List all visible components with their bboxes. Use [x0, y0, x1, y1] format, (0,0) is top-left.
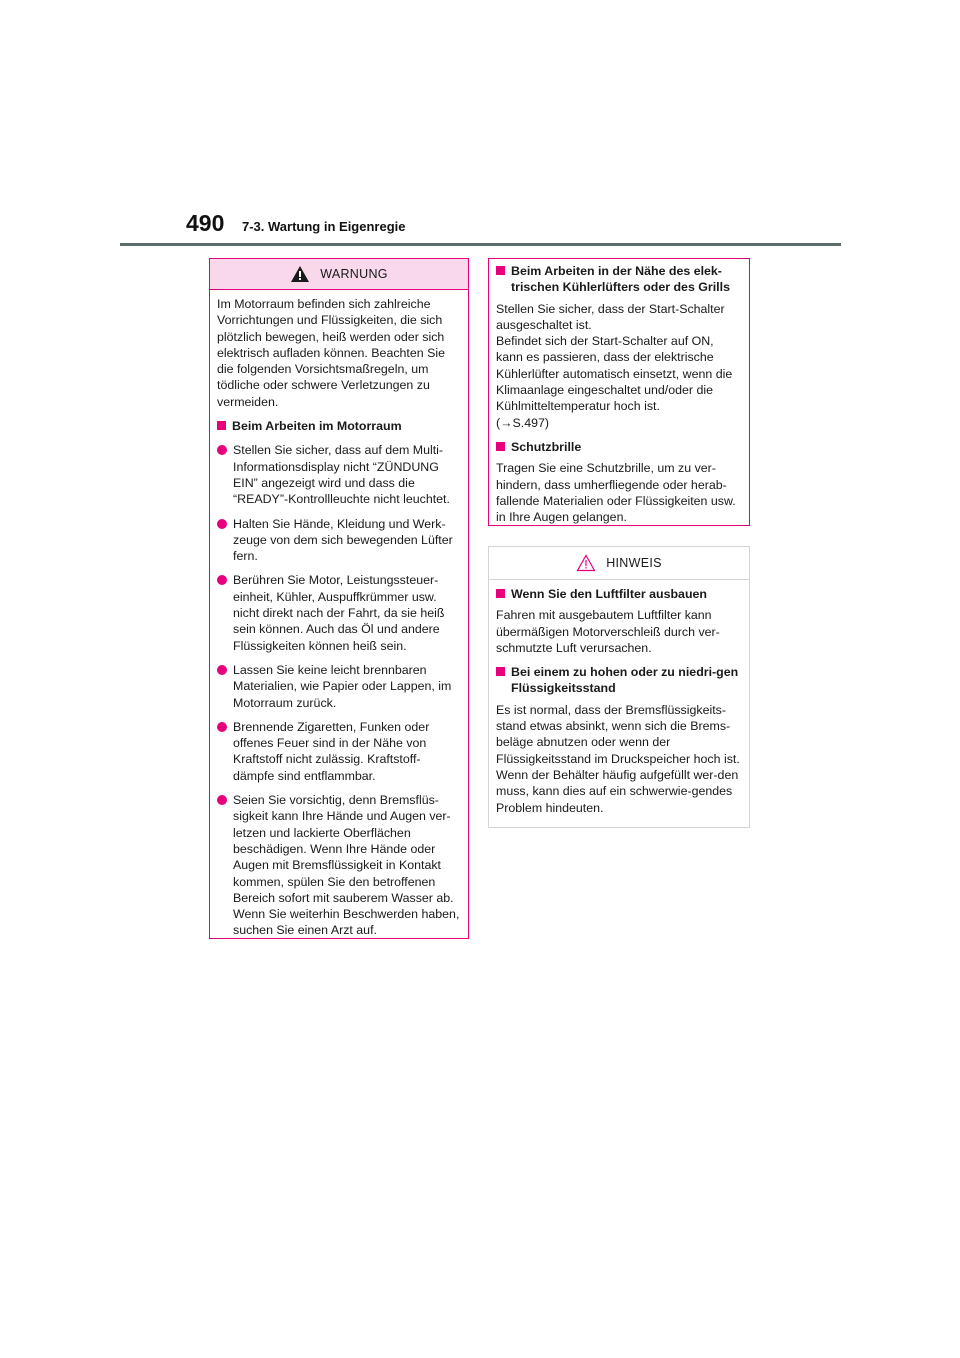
square-bullet-icon [496, 442, 505, 451]
bullet-dot-icon [217, 575, 227, 585]
list-item: Stellen Sie sicher, dass auf dem Multi-Informationsdisplay nicht “ZÜNDUNG EIN” angezeigt wird und dass die “READY”-Kontrollleuchte nicht leuchtet. [217, 442, 460, 507]
fluid-text-1: Es ist normal, dass der Bremsflüssigkeits-stand etwas absinkt, wenn sich die Brems-beläge abnutzen oder wenn der Flüssigkeitsstand im Druckspeicher hoch ist. [496, 702, 740, 766]
note-box [488, 546, 750, 828]
fan-text-2: Befindet sich der Start-Schalter auf ON, kann es passieren, dass der elektrische Kühlerlüfter automatisch einsetzt, wenn die Klimaanlage eingeschaltet und/oder die Kühlmitteltemperatur hoch ist. [496, 334, 733, 414]
bullet-dot-icon [217, 722, 227, 732]
glasses-text: Tragen Sie eine Schutzbrille, um zu ver-hindern, dass umherfliegende oder herab-fallende Materialien oder Flüssigkeiten usw. in Ihre Augen gelangen. [496, 461, 736, 525]
fluid-heading: Bei einem zu hohen oder zu niedri-gen Flüssigkeitsstand [496, 664, 741, 697]
warning-title: WARNUNG [320, 266, 388, 281]
warning-continued-box [488, 258, 750, 526]
square-bullet-icon [496, 266, 505, 275]
section-title: 7-3. Wartung in Eigenregie [242, 219, 406, 234]
list-item: Lassen Sie keine leicht brennbaren Materialien, wie Papier oder Lappen, im Motorraum zurück. [217, 662, 460, 711]
filter-heading: Wenn Sie den Luftfilter ausbauen [496, 586, 741, 602]
square-bullet-icon [217, 421, 226, 430]
warning-header [210, 259, 468, 290]
page-number: 490 [186, 210, 225, 236]
square-bullet-icon [496, 667, 505, 676]
bullet-dot-icon [217, 519, 227, 529]
fan-heading: Beim Arbeiten in der Nähe des elek-trischen Kühlerlüfters oder des Grills [496, 263, 741, 296]
square-bullet-icon [496, 589, 505, 598]
fan-text-1: Stellen Sie sicher, dass der Start-Schalter ausgeschaltet ist. [496, 301, 725, 332]
caution-outline-icon [576, 554, 596, 572]
list-item: Berühren Sie Motor, Leistungssteuer-einheit, Kühler, Auspuffkrümmer usw. nicht direkt nach der Fahrt, da sie heiß sein können. Auch das Öl und andere Flüssigkeiten können heiß sein. [217, 572, 460, 653]
bullet-dot-icon [217, 795, 227, 805]
warning-triangle-icon [290, 265, 310, 283]
filter-text: Fahren mit ausgebautem Luftfilter kann übermäßigen Motorverschleiß durch ver-schmutzte Luft verursachen. [496, 608, 720, 655]
list-item: Seien Sie vorsichtig, denn Bremsflüs-sigkeit kann Ihre Hände und Augen ver-letzen und lackierte Oberflächen beschädigen. Wenn Ihre Hände oder Augen mit Bremsflüssigkeit in Kontakt kommen, spülen Sie den betroffenen Bereich sofort mit sauberem Wasser ab. Wenn Sie weiterhin Beschwerden haben, suchen Sie einen Arzt auf. [217, 792, 460, 939]
fan-reference: (→S.497) [496, 415, 550, 430]
warning-box [209, 258, 469, 939]
bullet-dot-icon [217, 665, 227, 675]
header-divider [120, 243, 841, 246]
engine-heading: Beim Arbeiten im Motorraum [217, 418, 460, 434]
fluid-text-2: Wenn der Behälter häufig aufgefüllt wer-den muss, kann dies auf ein schwerwie-gendes Problem hindeuten. [496, 767, 739, 815]
list-item: Halten Sie Hände, Kleidung und Werk-zeuge von dem sich bewegenden Lüfter fern. [217, 516, 460, 565]
glasses-heading: Schutzbrille [496, 439, 741, 455]
note-title: HINWEIS [606, 555, 662, 570]
warning-intro: Im Motorraum befinden sich zahlreiche Vorrichtungen und Flüssigkeiten, die sich plötzlich bewegen, heiß werden oder sich elektrisch aufladen können. Beachten Sie die folgenden Vorsichtsmaßregeln, um tödliche oder schwere Verletzungen zu vermeiden. [217, 297, 446, 409]
bullet-dot-icon [217, 445, 227, 455]
list-item: Brennende Zigaretten, Funken oder offenes Feuer sind in der Nähe von Kraftstoff nicht zulässig. Kraftstoff-dämpfe sind entflammbar. [217, 719, 460, 784]
note-header [489, 547, 749, 580]
